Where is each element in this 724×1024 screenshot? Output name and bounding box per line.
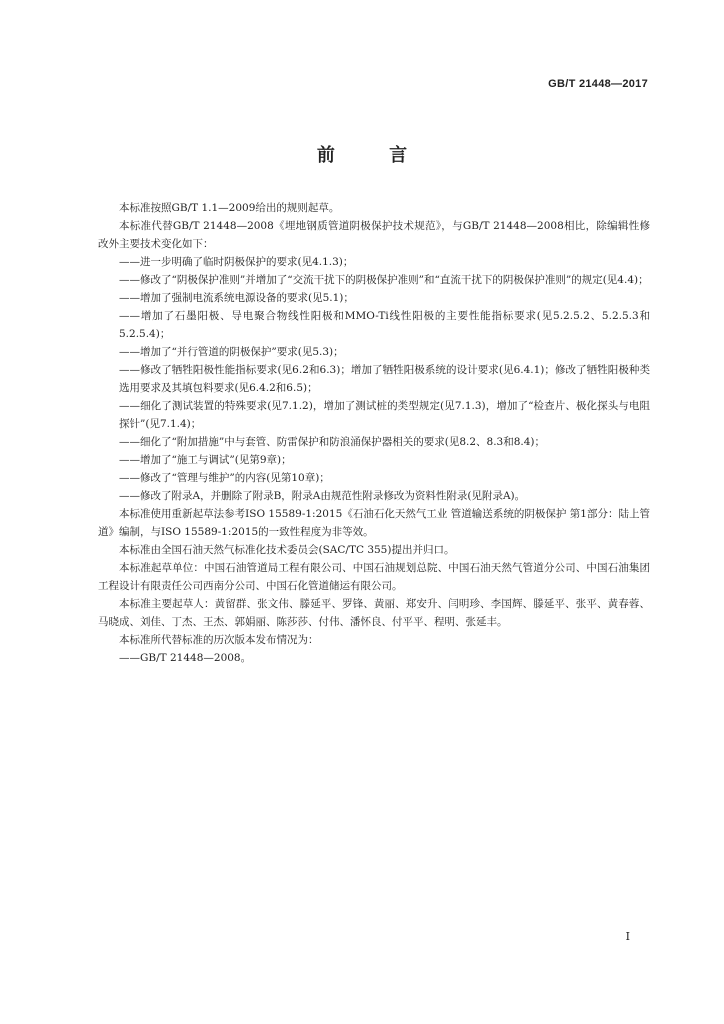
list-item: ——细化了测试装置的特殊要求(见7.1.2)，增加了测试桩的类型规定(见7.1.3)，增加了“检查片、极化探头与电阻探针”(见7.1.4)； <box>119 400 650 430</box>
list-item: ——细化了“附加措施”中与套管、防雷保护和防浪涌保护器相关的要求(见8.2、8.3和8.4)； <box>119 436 546 448</box>
standard-code: GB/T 21448—2017 <box>548 78 648 90</box>
list-item: ——增加了强制电流系统电源设备的要求(见5.1)； <box>119 292 354 304</box>
paragraph-drafting-units: 本标准起草单位：中国石油管道局工程有限公司、中国石油规划总院、中国石油天然气管道分公司、中国石油集团工程设计有限责任公司西南分公司、中国石化管道储运有限公司。 <box>98 562 650 592</box>
page-number: I <box>625 930 630 943</box>
list-item: ——修改了“阴极保护准则”并增加了“交流干扰下的阴极保护准则”和“直流干扰下的阴极保护准则”的规定(见4.4)； <box>119 274 649 286</box>
document-body <box>98 199 650 667</box>
paragraph-iso-reference: 本标准使用重新起草法参考ISO 15589-1:2015《石油石化天然气工业 管道输送系统的阴极保护 第1部分：陆上管道》编制，与ISO 15589-1:2015的一致性程度为非等效。 <box>98 508 650 538</box>
list-item: ——修改了附录A，并删除了附录B，附录A由规范性附录修改为资料性附录(见附录A)。 <box>119 490 526 502</box>
list-item: ——增加了“并行管道的阴极保护”要求(见5.3)； <box>119 346 344 358</box>
list-item: ——修改了牺牲阳极性能指标要求(见6.2和6.3)；增加了牺牲阳极系统的设计要求(见6.4.1)；修改了牺牲阳极种类选用要求及其填包料要求(见6.4.2和6.5)； <box>119 364 650 394</box>
paragraph-drafting-rules: 本标准按照GB/T 1.1—2009给出的规则起草。 <box>119 202 340 214</box>
page-title: 前 言 <box>316 145 432 166</box>
paragraph-history-intro: 本标准所代替标准的历次版本发布情况为： <box>119 634 319 646</box>
history-item: ——GB/T 21448—2008。 <box>119 652 252 664</box>
list-item: ——增加了石墨阳极、导电聚合物线性阳极和MMO-Ti线性阳极的主要性能指标要求(见5.2.5.2、5.2.5.3和5.2.5.4)； <box>119 310 650 340</box>
list-item: ——进一步明确了临时阴极保护的要求(见4.1.3)； <box>119 256 354 268</box>
list-item: ——增加了“施工与调试”(见第9章)； <box>119 454 292 466</box>
paragraph-proposer: 本标准由全国石油天然气标准化技术委员会(SAC/TC 355)提出并归口。 <box>119 544 455 556</box>
paragraph-drafters: 本标准主要起草人：黄留群、张文伟、滕延平、罗锋、黄丽、郑安升、闫明珍、李国辉、滕延平、张平、黄春蓉、马晓成、刘佳、丁杰、王杰、郭娟丽、陈莎莎、付伟、潘怀良、付平平、程明、张延丰。 <box>98 598 650 628</box>
list-item: ——修改了“管理与维护”的内容(见第10章)； <box>119 472 330 484</box>
paragraph-replacement: 本标准代替GB/T 21448—2008《埋地钢质管道阴极保护技术规范》，与GB/T 21448—2008相比，除编辑性修改外主要技术变化如下： <box>98 220 650 250</box>
changes-list <box>98 253 650 505</box>
